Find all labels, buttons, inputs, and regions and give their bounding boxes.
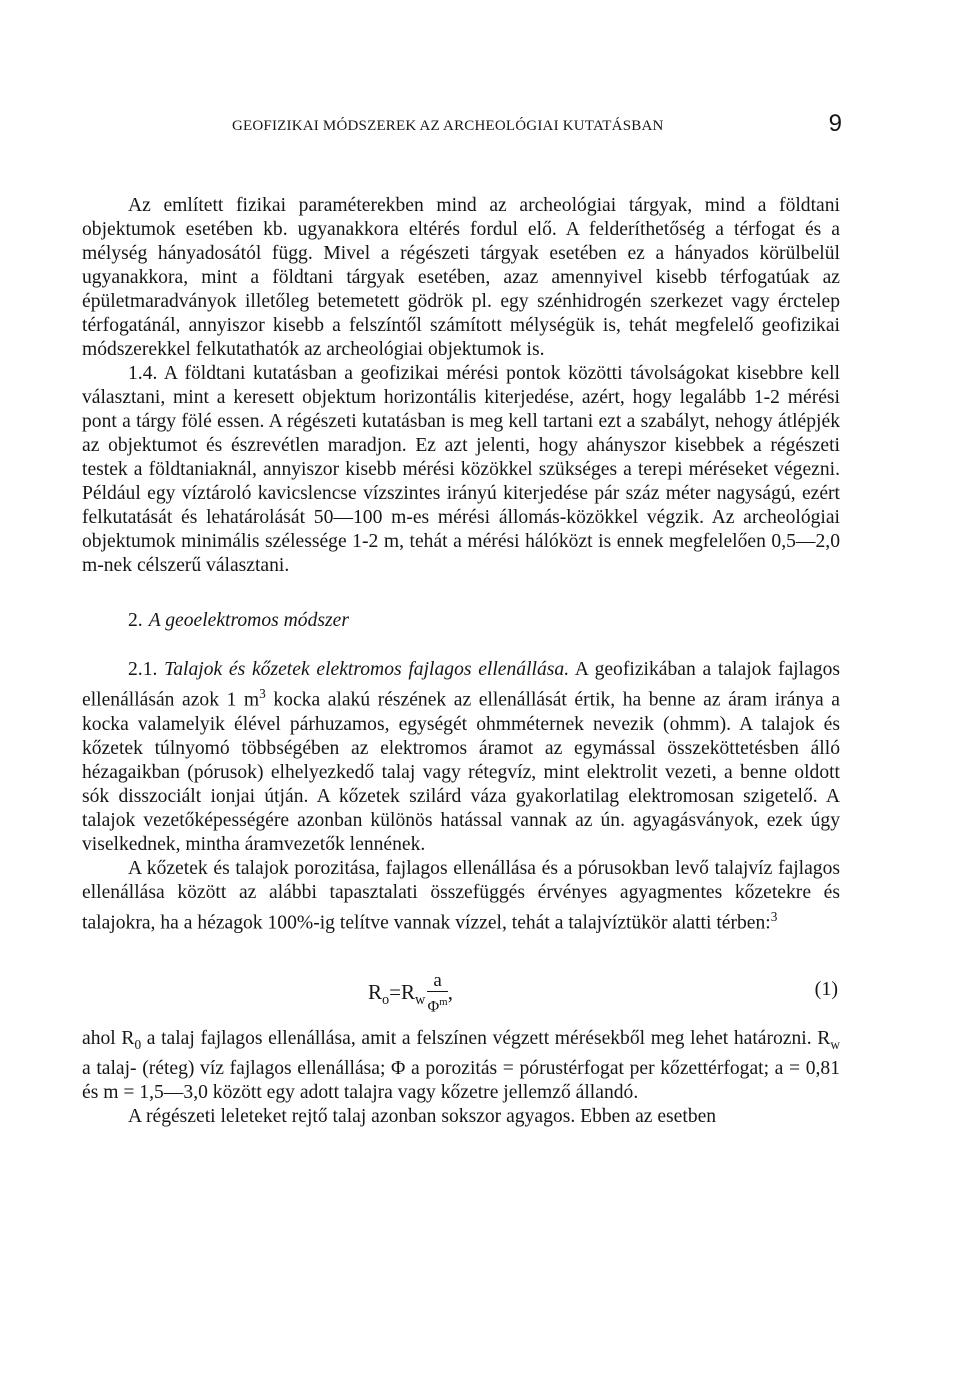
paragraph-visibility: Az említett fizikai paraméterekben mind az archeológiai tárgyak, mind a földtani objektumok esetében kb. ugyanakkora eltérés fordul elő. A felderíthetőség a térfogat és a mélység hányadosától függ. Mivel a régészeti tárgyak esetében ez a hányados körülbelül ugyanakkora, mint a földtani tárgyak esetében, azaz amennyivel kisebb térfogatúak az épületmaradványok illetőleg betemetett gödrök pl. egy szénhidrogén szerkezet vagy érctelep térfogatánál, annyiszor kisebb a felszíntől számított mélységük is, tehát megfelelő geofizikai módszerekkel felkutathatók az archeológiai objektumok is. <box>82 195 840 360</box>
reference-superscript: 3 <box>770 908 778 924</box>
eq-lhs-sub: o <box>382 992 390 1009</box>
cube-superscript: 3 <box>259 686 266 701</box>
section-number: 2. <box>128 610 143 631</box>
paragraph-clay: A régészeti leleteket rejtő talaj azonban sokszor agyagos. Ebben az esetben <box>128 1105 717 1127</box>
section-heading <box>82 609 840 633</box>
explanation-c: a talaj- (réteg) víz fajlagos ellenállása; Φ a porozitás = pórustérfogat per kőzettérfogat; a = 0,81 és m = 1,5—3,0 között egy adott talajra vagy kőzetre jellemző állandó. <box>82 1057 840 1103</box>
explanation-a: ahol R <box>82 1028 135 1050</box>
paragraph-porosity <box>82 857 840 936</box>
eq-denominator-base: Φ <box>427 998 440 1016</box>
explanation-sub-0: 0 <box>134 1036 142 1052</box>
section-title: A geoelektromos módszer <box>148 610 349 631</box>
eq-fraction <box>427 971 447 1017</box>
explanation-sub-w: w <box>830 1036 840 1052</box>
running-title: GEOFIZIKAI MÓDSZEREK AZ ARCHEOLÓGIAI KUTATÁSBAN <box>232 118 664 134</box>
eq-comma: , <box>447 980 454 1005</box>
eq-equals: = <box>389 980 401 1005</box>
equation-archie <box>82 957 840 1015</box>
resistivity-text-b: kocka alakú részének az ellenállását értik, ha benne az áram iránya a kocka valamelyik élével párhuzamos, egységét ohmméternek nevezik (ohmm). A talajok és kőzetek túlnyomó többségében az elektromos áramot az egymással összeköttetésben álló hézagaikban (pórusok) elhelyezkedő talaj vagy rétegvíz, mint elektrolit vezeti, a benne oldott sók disszociált ionjai útján. A kőzetek szilárd váza gyakorlatilag elektromosan szigetelő. A talajok vezetőképességére azonban különös hatással vannak az ún. agyagásványok, ezek úgy viselkednek, mintha áramvezetők lennének. <box>82 689 840 855</box>
explanation-b: a talaj fajlagos ellenállása, amit a felszínen végzett mérésekből meg lehet határozni. R <box>141 1028 831 1050</box>
resistivity-text-a: A geofizikában a talajok fajlagos ellenállásán azok 1 m <box>82 659 840 711</box>
porosity-text: A kőzetek és talajok porozitása, fajlagos ellenállása és a pórusokban levő talajvíz fajlagos ellenállása között az alábbi tapasztalati összefüggés érvényes agyagmentes kőzetekre és talajokra, ha a hézagok 100%-ig telítve vannak vízzel, tehát a talajvíztükör alatti térben: <box>82 857 840 934</box>
eq-rhs-sub: w <box>415 992 426 1009</box>
eq-denominator-exp: m <box>439 996 448 1009</box>
equation-body <box>368 971 453 1017</box>
eq-lhs: R <box>368 980 383 1005</box>
page-body <box>82 194 840 1129</box>
paragraph-explanation <box>82 1027 840 1105</box>
subsection-number: 2.1. <box>128 659 158 680</box>
subsection-title: Talajok és kőzetek elektromos fajlagos ellenállása. <box>164 659 570 680</box>
equation-number: (1) <box>814 978 838 1001</box>
eq-rhs: R <box>401 980 416 1005</box>
page-header <box>232 110 842 142</box>
paragraph-measurement-spacing: 1.4. A földtani kutatásban a geofizikai mérési pontok közötti távolságokat kisebbre kell választani, mint a keresett objektum horizontális kiterjedése, azért, hogy legalább 1-2 mérési pont a tárgy fölé essen. A régészeti kutatásban is meg kell tartani ezt a szabályt, nehogy átlépjék az objektumot és észrevétlen maradjon. Ez azt jelenti, hogy ahányszor kisebbek a régészeti testek a földtaniaknál, annyiszor kisebb mérési közökkel szükséges a terepi méréseket végezni. Például egy víztároló kavicslencse vízszintes irányú kiterjedése pár száz méter nagyságú, ezért felkutatását és lehatárolását 50—100 m-es mérési állomás-közökkel végzik. Az archeológiai objektumok minimális szélessége 1-2 m, tehát a mérési hálóközt is ennek megfelelően 0,5—2,0 m-nek célszerű választani. <box>82 363 840 576</box>
eq-denominator <box>427 992 447 1017</box>
paragraph-resistivity <box>82 658 840 857</box>
page-number: 9 <box>828 110 842 137</box>
eq-numerator: a <box>427 971 447 992</box>
